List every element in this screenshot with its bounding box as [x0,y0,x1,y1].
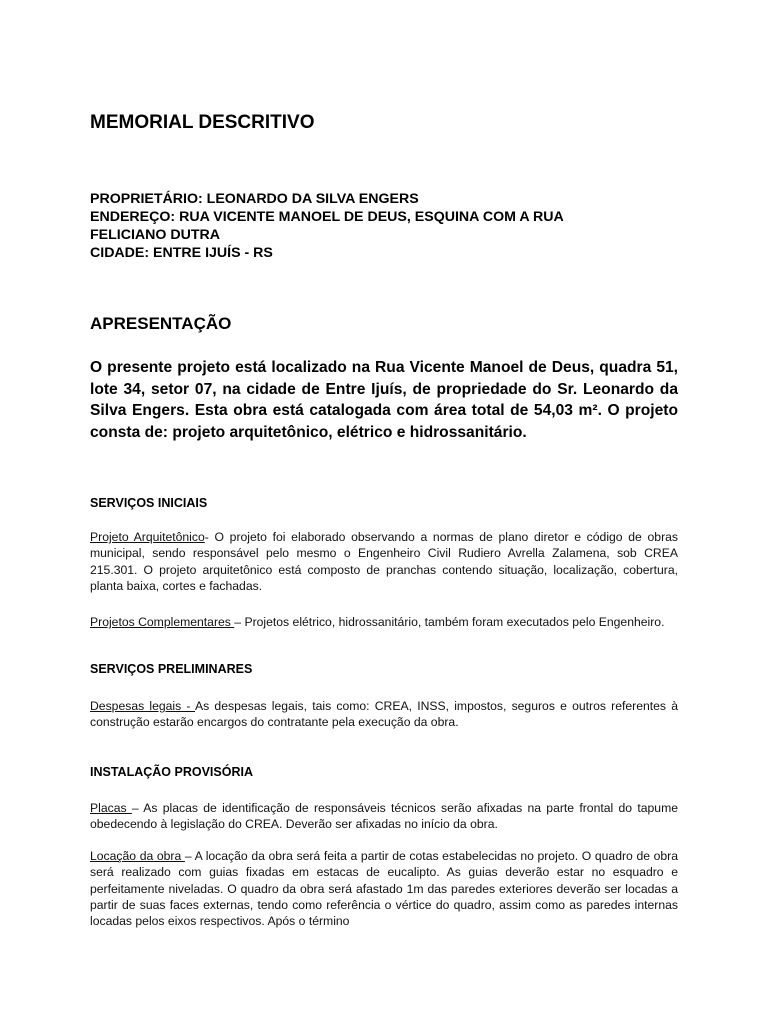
apresentacao-heading: APRESENTAÇÃO [90,314,232,333]
despesas-legais-text: As despesas legais, tais como: CREA, INSS, impostos, seguros e outros referentes à construção estarão encargos do contratante pela execução da obra. [90,699,678,730]
document-page [90,0,678,1024]
servicos-iniciais-heading: SERVIÇOS INICIAIS [90,496,208,510]
owner-line: PROPRIETÁRIO: LEONARDO DA SILVA ENGERS [90,191,419,207]
projeto-arquitetonico-paragraph [90,529,678,594]
locacao-paragraph [90,848,678,929]
projetos-complementares-text: – Projetos elétrico, hidrossanitário, também foram executados pelo Engenheiro. [234,615,665,629]
projeto-arquitetonico-lead: Projeto Arquitetônico [90,530,205,544]
placas-lead: Placas [90,801,132,815]
projetos-complementares-lead: Projetos Complementares [90,615,235,629]
projeto-arquitetonico-text: - O projeto foi elaborado observando a normas de plano diretor e código de obras municipal, sendo responsável pelo mesmo o Engenheiro Civil Rudiero Avrella Zalamena, sob CREA 215.301. O projeto arquitetônico está composto de pranchas contendo situação, localização, cobertura, planta baixa, cortes e fachadas. [90,530,678,593]
apresentacao-paragraph: O presente projeto está localizado na Rua Vicente Manoel de Deus, quadra 51, lote 34, setor 07, na cidade de Entre Ijuís, de propriedade do Sr. Leonardo da Silva Engers. Esta obra está catalogada com área total de 54,03 m². O projeto consta de: projeto arquitetônico, elétrico e hidrossanitário. [90,359,678,441]
instalacao-provisoria-heading: INSTALAÇÃO PROVISÓRIA [90,765,253,779]
despesas-legais-paragraph [90,698,678,731]
despesas-legais-lead: Despesas legais - [90,699,196,713]
servicos-preliminares-heading: SERVIÇOS PRELIMINARES [90,662,253,676]
placas-text: – As placas de identificação de responsáveis técnicos serão afixadas na parte frontal do tapume obedecendo à legislação do CREA. Deverão ser afixadas no início da obra. [90,801,678,832]
address-line-2: FELICIANO DUTRA [90,227,221,243]
document-title: MEMORIAL DESCRITIVO [90,112,315,133]
owner-info-block [90,190,564,262]
locacao-text: – A locação da obra será feita a partir de cotas estabelecidas no projeto. O quadro de obra será realizado com guias fixadas em estacas de eucalipto. As guias deverão estar no esquadro e perfeitamente niveladas. O quadro da obra será afastado 1m das paredes exteriores deverão ser locadas a partir de suas faces externas, tendo como referência o vértice do quadro, assim como as paredes internas locadas pelos eixos respectivos. Após o término [90,849,679,929]
city-line: CIDADE: ENTRE IJUÍS - RS [90,245,273,261]
projetos-complementares-paragraph [90,614,678,630]
address-line-1: ENDEREÇO: RUA VICENTE MANOEL DE DEUS, ESQUINA COM A RUA [90,209,564,225]
locacao-lead: Locação da obra [90,849,185,863]
placas-paragraph [90,800,678,833]
